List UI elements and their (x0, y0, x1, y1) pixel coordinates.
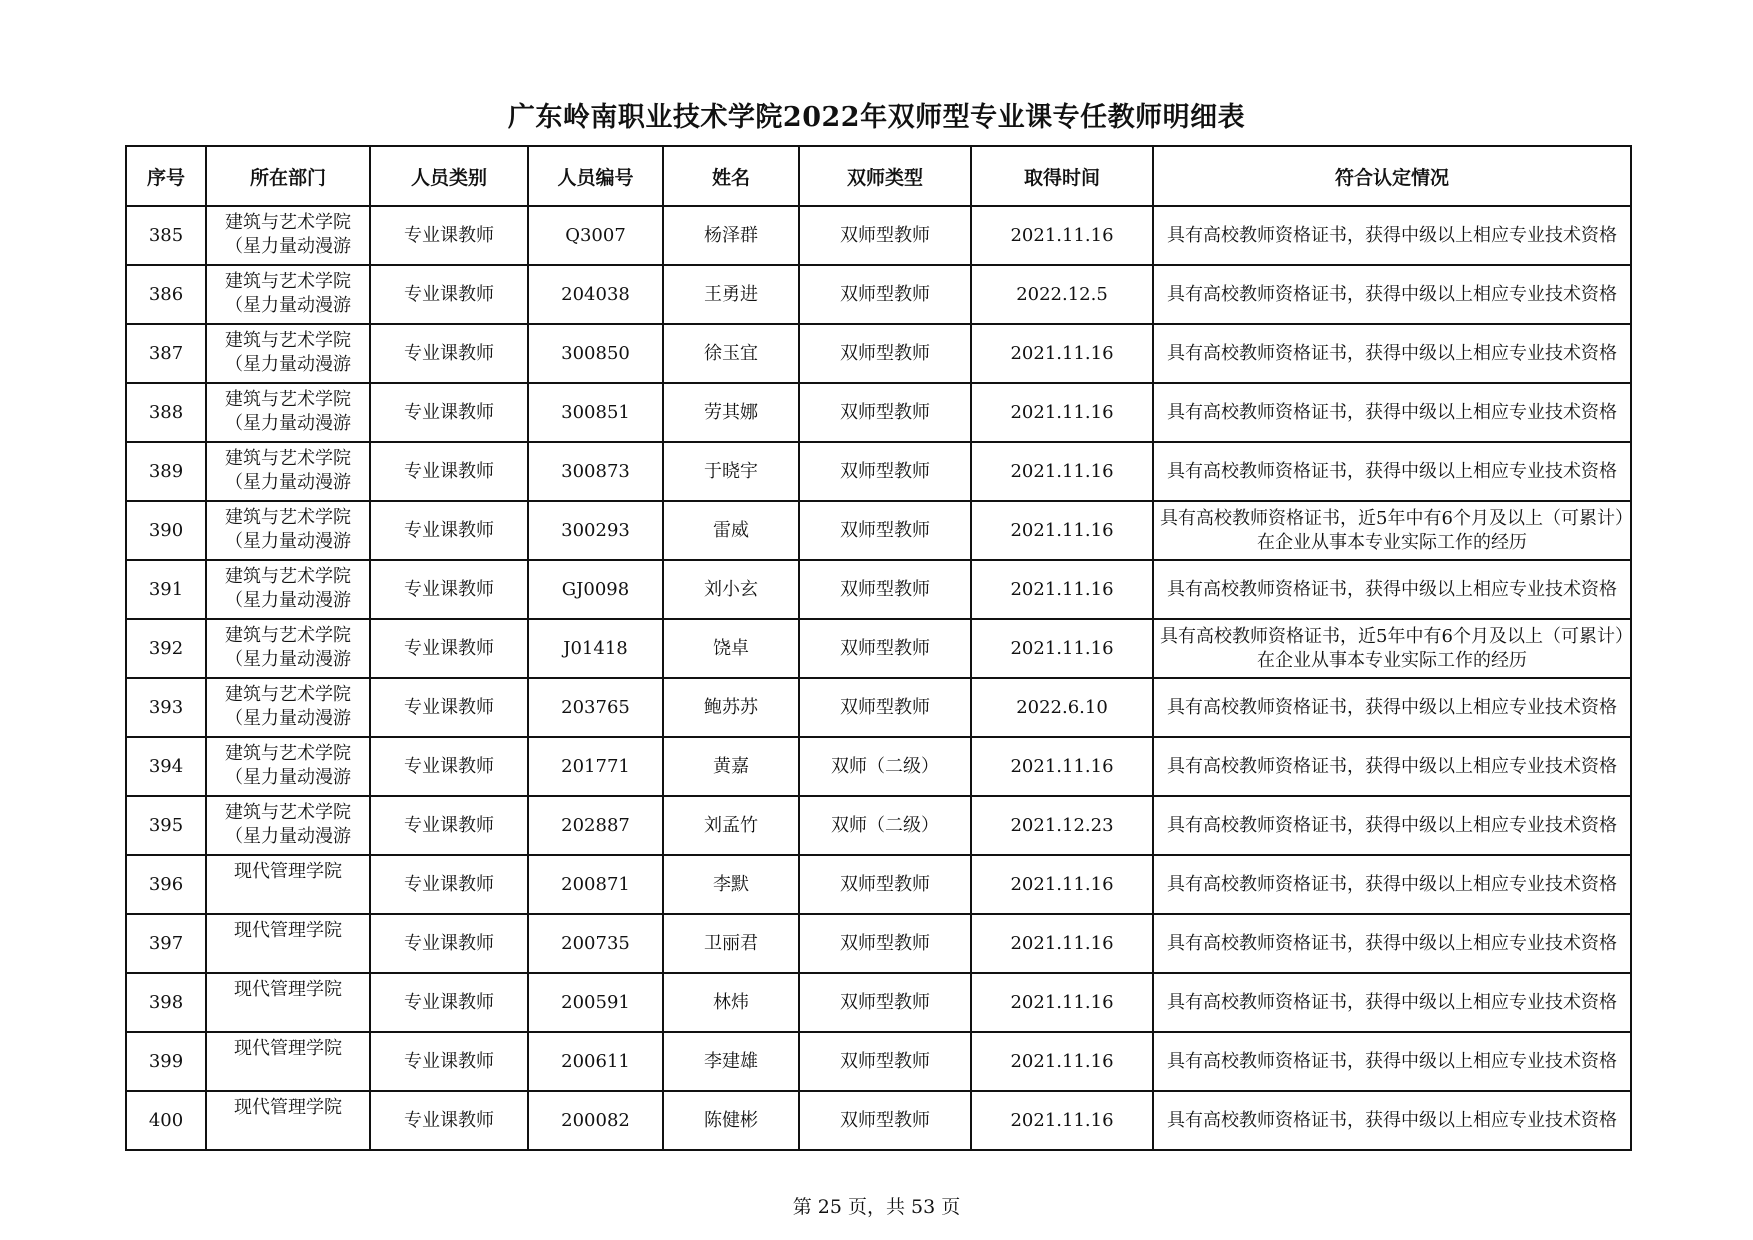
cell-staff-id: 300851 (528, 383, 663, 442)
cell-remark: 具有高校教师资格证书，获得中级以上相应专业技术资格 (1153, 1091, 1631, 1150)
page-footer: 第 25 页，共 53 页 (792, 1196, 961, 1218)
cell-no: 389 (126, 442, 206, 501)
cell-category: 专业课教师 (370, 442, 528, 501)
table-row (126, 1032, 1631, 1091)
cell-remark: 具有高校教师资格证书，获得中级以上相应专业技术资格 (1153, 324, 1631, 383)
cell-staff-id: 300293 (528, 501, 663, 560)
table-row (126, 383, 1631, 442)
cell-no: 394 (126, 737, 206, 796)
cell-department (206, 265, 370, 324)
cell-type: 双师型教师 (799, 560, 971, 619)
header-type: 双师类型 (799, 146, 971, 206)
table-row (126, 678, 1631, 737)
cell-name: 陈健彬 (663, 1091, 799, 1150)
cell-remark: 具有高校教师资格证书，获得中级以上相应专业技术资格 (1153, 383, 1631, 442)
department-text: 建筑与艺术学院（星力量动漫游 (225, 565, 351, 611)
table-row (126, 265, 1631, 324)
cell-remark: 具有高校教师资格证书，获得中级以上相应专业技术资格 (1153, 737, 1631, 796)
cell-date: 2021.11.16 (971, 1032, 1153, 1091)
cell-date: 2021.11.16 (971, 619, 1153, 678)
cell-staff-id: Q3007 (528, 206, 663, 265)
cell-no: 388 (126, 383, 206, 442)
table-row (126, 560, 1631, 619)
department-text: 建筑与艺术学院（星力量动漫游 (225, 624, 351, 670)
cell-category: 专业课教师 (370, 206, 528, 265)
cell-staff-id: 203765 (528, 678, 663, 737)
cell-remark: 具有高校教师资格证书，获得中级以上相应专业技术资格 (1153, 206, 1631, 265)
cell-remark: 具有高校教师资格证书，获得中级以上相应专业技术资格 (1153, 678, 1631, 737)
cell-category: 专业课教师 (370, 678, 528, 737)
cell-name: 卫丽君 (663, 914, 799, 973)
cell-no: 392 (126, 619, 206, 678)
cell-remark: 具有高校教师资格证书，获得中级以上相应专业技术资格 (1153, 855, 1631, 914)
cell-category: 专业课教师 (370, 383, 528, 442)
header-date: 取得时间 (971, 146, 1153, 206)
cell-remark: 具有高校教师资格证书，获得中级以上相应专业技术资格 (1153, 914, 1631, 973)
cell-remark: 具有高校教师资格证书，近5年中有6个月及以上（可累计）在企业从事本专业实际工作的经历 (1153, 619, 1631, 678)
cell-remark: 具有高校教师资格证书，获得中级以上相应专业技术资格 (1153, 442, 1631, 501)
cell-type: 双师型教师 (799, 442, 971, 501)
cell-staff-id: 204038 (528, 265, 663, 324)
cell-type: 双师型教师 (799, 501, 971, 560)
cell-date: 2021.11.16 (971, 855, 1153, 914)
cell-no: 391 (126, 560, 206, 619)
cell-type: 双师（二级） (799, 796, 971, 855)
cell-name: 李建雄 (663, 1032, 799, 1091)
cell-department (206, 678, 370, 737)
cell-date: 2021.11.16 (971, 560, 1153, 619)
cell-staff-id: GJ0098 (528, 560, 663, 619)
department-text: 建筑与艺术学院（星力量动漫游 (225, 801, 351, 847)
cell-staff-id: 202887 (528, 796, 663, 855)
cell-type: 双师型教师 (799, 383, 971, 442)
department-text: 建筑与艺术学院（星力量动漫游 (225, 683, 351, 729)
cell-date: 2021.11.16 (971, 1091, 1153, 1150)
cell-department (206, 1091, 370, 1150)
cell-name: 杨泽群 (663, 206, 799, 265)
cell-category: 专业课教师 (370, 1032, 528, 1091)
teacher-table (125, 145, 1632, 1151)
cell-staff-id: 200082 (528, 1091, 663, 1150)
cell-date: 2021.11.16 (971, 914, 1153, 973)
cell-name: 劳其娜 (663, 383, 799, 442)
cell-remark: 具有高校教师资格证书，获得中级以上相应专业技术资格 (1153, 1032, 1631, 1091)
department-text: 建筑与艺术学院（星力量动漫游 (225, 447, 351, 493)
cell-date: 2021.11.16 (971, 324, 1153, 383)
cell-staff-id: J01418 (528, 619, 663, 678)
table-row (126, 324, 1631, 383)
cell-no: 387 (126, 324, 206, 383)
cell-no: 400 (126, 1091, 206, 1150)
cell-no: 398 (126, 973, 206, 1032)
cell-date: 2021.11.16 (971, 501, 1153, 560)
header-name: 姓名 (663, 146, 799, 206)
cell-name: 雷威 (663, 501, 799, 560)
cell-type: 双师型教师 (799, 855, 971, 914)
cell-department (206, 796, 370, 855)
cell-category: 专业课教师 (370, 855, 528, 914)
cell-department (206, 206, 370, 265)
cell-date: 2021.11.16 (971, 206, 1153, 265)
header-staff-id: 人员编号 (528, 146, 663, 206)
table-row (126, 206, 1631, 265)
cell-date: 2021.11.16 (971, 383, 1153, 442)
cell-staff-id: 200591 (528, 973, 663, 1032)
header-no: 序号 (126, 146, 206, 206)
department-text: 现代管理学院 (234, 860, 342, 882)
department-text: 现代管理学院 (234, 1096, 342, 1118)
cell-remark: 具有高校教师资格证书，获得中级以上相应专业技术资格 (1153, 265, 1631, 324)
cell-remark: 具有高校教师资格证书，获得中级以上相应专业技术资格 (1153, 973, 1631, 1032)
cell-category: 专业课教师 (370, 501, 528, 560)
cell-name: 王勇进 (663, 265, 799, 324)
cell-staff-id: 201771 (528, 737, 663, 796)
cell-department (206, 442, 370, 501)
cell-name: 黄嘉 (663, 737, 799, 796)
cell-department (206, 737, 370, 796)
cell-type: 双师型教师 (799, 1032, 971, 1091)
cell-remark: 具有高校教师资格证书，获得中级以上相应专业技术资格 (1153, 560, 1631, 619)
cell-type: 双师型教师 (799, 678, 971, 737)
document-title: 广东岭南职业技术学院2022年双师型专业课专任教师明细表 (507, 102, 1246, 133)
cell-no: 385 (126, 206, 206, 265)
cell-date: 2022.12.5 (971, 265, 1153, 324)
department-text: 现代管理学院 (234, 919, 342, 941)
table-row (126, 619, 1631, 678)
cell-category: 专业课教师 (370, 737, 528, 796)
cell-name: 刘小玄 (663, 560, 799, 619)
table-row (126, 1091, 1631, 1150)
cell-type: 双师型教师 (799, 265, 971, 324)
cell-no: 397 (126, 914, 206, 973)
table-row (126, 737, 1631, 796)
cell-date: 2021.12.23 (971, 796, 1153, 855)
cell-department (206, 560, 370, 619)
cell-staff-id: 200611 (528, 1032, 663, 1091)
department-text: 建筑与艺术学院（星力量动漫游 (225, 506, 351, 552)
cell-name: 于晓宇 (663, 442, 799, 501)
cell-staff-id: 300873 (528, 442, 663, 501)
cell-date: 2021.11.16 (971, 737, 1153, 796)
cell-date: 2021.11.16 (971, 973, 1153, 1032)
cell-type: 双师型教师 (799, 324, 971, 383)
cell-category: 专业课教师 (370, 619, 528, 678)
cell-name: 刘孟竹 (663, 796, 799, 855)
cell-type: 双师型教师 (799, 206, 971, 265)
cell-staff-id: 200871 (528, 855, 663, 914)
cell-date: 2022.6.10 (971, 678, 1153, 737)
cell-name: 李默 (663, 855, 799, 914)
cell-staff-id: 200735 (528, 914, 663, 973)
table-row (126, 855, 1631, 914)
department-text: 现代管理学院 (234, 978, 342, 1000)
cell-no: 390 (126, 501, 206, 560)
header-remark: 符合认定情况 (1153, 146, 1631, 206)
cell-type: 双师型教师 (799, 619, 971, 678)
department-text: 建筑与艺术学院（星力量动漫游 (225, 329, 351, 375)
cell-category: 专业课教师 (370, 1091, 528, 1150)
cell-no: 395 (126, 796, 206, 855)
table-header-row (126, 146, 1631, 206)
cell-type: 双师（二级） (799, 737, 971, 796)
cell-category: 专业课教师 (370, 265, 528, 324)
cell-date: 2021.11.16 (971, 442, 1153, 501)
department-text: 建筑与艺术学院（星力量动漫游 (225, 270, 351, 316)
table-row (126, 501, 1631, 560)
table-row (126, 442, 1631, 501)
cell-department (206, 501, 370, 560)
cell-department (206, 324, 370, 383)
cell-department (206, 383, 370, 442)
cell-type: 双师型教师 (799, 914, 971, 973)
table-body (126, 206, 1631, 1150)
cell-remark: 具有高校教师资格证书，获得中级以上相应专业技术资格 (1153, 796, 1631, 855)
header-category: 人员类别 (370, 146, 528, 206)
cell-no: 386 (126, 265, 206, 324)
cell-type: 双师型教师 (799, 1091, 971, 1150)
department-text: 建筑与艺术学院（星力量动漫游 (225, 211, 351, 257)
cell-no: 393 (126, 678, 206, 737)
cell-name: 鲍苏苏 (663, 678, 799, 737)
cell-department (206, 855, 370, 914)
cell-staff-id: 300850 (528, 324, 663, 383)
cell-category: 专业课教师 (370, 796, 528, 855)
cell-name: 饶卓 (663, 619, 799, 678)
table-row (126, 973, 1631, 1032)
department-text: 建筑与艺术学院（星力量动漫游 (225, 388, 351, 434)
cell-category: 专业课教师 (370, 914, 528, 973)
cell-no: 399 (126, 1032, 206, 1091)
cell-type: 双师型教师 (799, 973, 971, 1032)
header-department: 所在部门 (206, 146, 370, 206)
cell-category: 专业课教师 (370, 324, 528, 383)
cell-name: 林炜 (663, 973, 799, 1032)
cell-department (206, 914, 370, 973)
cell-remark: 具有高校教师资格证书，近5年中有6个月及以上（可累计）在企业从事本专业实际工作的经历 (1153, 501, 1631, 560)
cell-department (206, 619, 370, 678)
cell-department (206, 1032, 370, 1091)
department-text: 现代管理学院 (234, 1037, 342, 1059)
cell-no: 396 (126, 855, 206, 914)
cell-category: 专业课教师 (370, 560, 528, 619)
table-row (126, 796, 1631, 855)
cell-category: 专业课教师 (370, 973, 528, 1032)
department-text: 建筑与艺术学院（星力量动漫游 (225, 742, 351, 788)
cell-department (206, 973, 370, 1032)
table-row (126, 914, 1631, 973)
cell-name: 徐玉宜 (663, 324, 799, 383)
